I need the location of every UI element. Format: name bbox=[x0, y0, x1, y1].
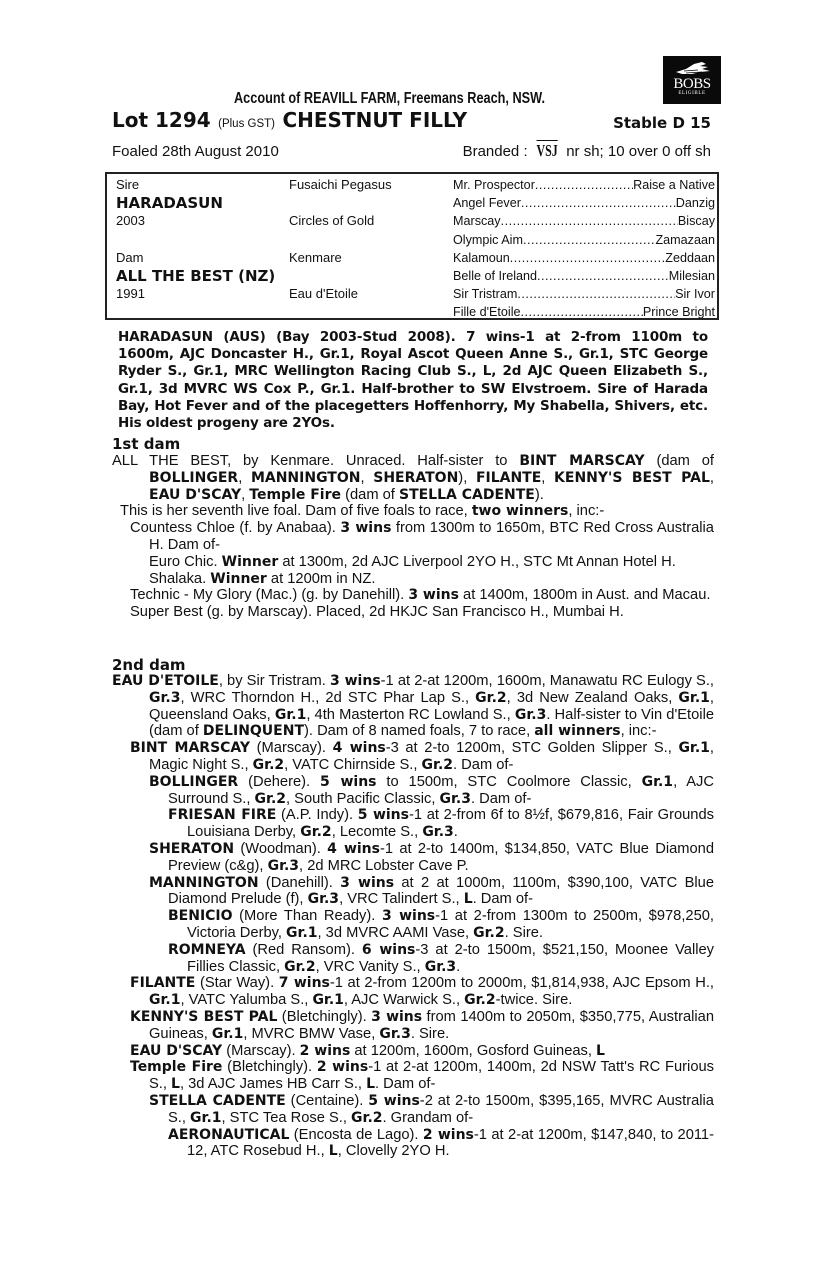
pedigree-cell bbox=[116, 303, 286, 321]
bold-text: 3 wins bbox=[329, 673, 381, 689]
entry-text: (Bletchingly). bbox=[277, 1008, 372, 1025]
pedigree-cell: Eau d'Etoile bbox=[289, 286, 358, 302]
bold-text: DELINQUENT bbox=[202, 723, 305, 740]
entry-text: . Half-sister to Vin d'Etoile (dam of bbox=[149, 706, 714, 740]
pedigree-entry bbox=[112, 975, 714, 1009]
entry-text: -2 at 2-to 1500m, $395,165, MVRC Australia S., bbox=[168, 1092, 714, 1126]
pedigree-entry bbox=[112, 1043, 714, 1060]
leader-dots bbox=[537, 267, 669, 285]
bold-text: BINT MARSCAY bbox=[519, 453, 645, 469]
pedigree-entry bbox=[112, 453, 714, 503]
bold-text: Gr.2 bbox=[254, 790, 287, 807]
bold-text: 5 wins bbox=[368, 1092, 420, 1109]
entry-text: (Danehill). bbox=[258, 874, 341, 891]
bold-text: Gr.3 bbox=[439, 790, 471, 807]
pedigree-sire-of-ancestor: Prince Bright bbox=[642, 305, 715, 320]
pedigree-table bbox=[105, 172, 719, 320]
entry-text: (Marscay). bbox=[222, 1042, 300, 1059]
entry-text: (A.P. Indy). bbox=[276, 807, 358, 824]
entry-text: (More Than Ready). bbox=[232, 908, 382, 925]
pedigree-entry bbox=[112, 1059, 714, 1093]
bold-text: Winner bbox=[221, 553, 279, 570]
entry-text: (Bletchingly). bbox=[222, 1059, 317, 1076]
entry-text: , by Sir Tristram. bbox=[218, 673, 330, 689]
pedigree-cell bbox=[289, 267, 449, 285]
pedigree-sire-of-ancestor: Zamazaan bbox=[655, 232, 715, 247]
entry-text: , VATC Chirnside S., bbox=[284, 756, 422, 773]
bold-text: BINT MARSCAY bbox=[130, 740, 251, 757]
stable-location: Stable D 15 bbox=[613, 114, 711, 132]
entry-text: , bbox=[541, 469, 555, 486]
brand-info bbox=[463, 141, 711, 161]
pedigree-cell: Kenmare bbox=[289, 249, 342, 265]
entry-text: , bbox=[241, 486, 250, 503]
bold-text: 4 wins bbox=[327, 840, 380, 857]
bold-text: Gr.2 bbox=[421, 756, 454, 773]
bold-text: Temple Fire bbox=[130, 1059, 223, 1076]
leader-dots bbox=[521, 303, 643, 321]
bold-text: FILANTE bbox=[475, 469, 542, 486]
entry-text: to 1500m, STC Coolmore Classic, bbox=[376, 773, 642, 790]
entry-text: , Lecomte S., bbox=[331, 824, 423, 841]
entry-text: Countess Chloe (f. by Anabaa). bbox=[130, 520, 341, 537]
branded-label: Branded : bbox=[462, 143, 528, 160]
bold-text: L bbox=[366, 1076, 375, 1093]
pedigree-line bbox=[453, 285, 715, 303]
pedigree-line bbox=[453, 231, 715, 249]
pedigree-ancestor: Marscay bbox=[453, 214, 501, 229]
pedigree-column-grandparents bbox=[289, 176, 449, 322]
entry-text: , AJC Warwick S., bbox=[343, 992, 465, 1009]
entry-text: , AJC Surround S., bbox=[168, 773, 714, 807]
pedigree-cell: Fusaichi Pegasus bbox=[289, 177, 392, 192]
bold-text: Gr.1 bbox=[286, 924, 318, 941]
pedigree-entry bbox=[112, 841, 714, 875]
entry-text: (Woodman). bbox=[234, 840, 328, 857]
bold-text: AERONAUTICAL bbox=[168, 1126, 290, 1143]
entry-text: -1 at 2-from 6f to 8½f, $679,816, Fair Grounds Louisiana Derby, bbox=[187, 807, 714, 841]
bold-text: SHERATON bbox=[149, 840, 235, 857]
entry-text: , bbox=[238, 469, 251, 486]
bold-text: Gr.1 bbox=[274, 706, 307, 723]
bold-text: 2 wins bbox=[299, 1042, 351, 1059]
entry-text: Euro Chic. bbox=[149, 553, 222, 570]
bold-text: ROMNEYA bbox=[168, 941, 246, 958]
entry-text: , Magic Night S., bbox=[149, 740, 714, 773]
bold-text: Gr.3 bbox=[267, 857, 300, 874]
bold-text: Gr.2 bbox=[300, 824, 332, 841]
entry-text: (Centaine). bbox=[285, 1092, 369, 1109]
bold-text: Gr.1 bbox=[678, 740, 710, 757]
first-dam-heading: 1st dam bbox=[112, 435, 181, 453]
entry-text: , STC Tea Rose S., bbox=[221, 1109, 352, 1126]
pedigree-entry bbox=[112, 942, 714, 976]
pedigree-entry bbox=[112, 1093, 714, 1127]
entry-text: , 4th Masterton RC Lowland S., bbox=[306, 706, 515, 723]
entry-text: (Dehere). bbox=[238, 773, 321, 790]
entry-text: , VRC Vanity S., bbox=[315, 958, 425, 975]
pedigree-cell: 1991 bbox=[116, 286, 145, 302]
bold-text: BOLLINGER bbox=[149, 469, 239, 486]
bold-text: 5 wins bbox=[320, 773, 377, 790]
entry-text: at 1200m in NZ. bbox=[266, 570, 376, 587]
entry-text: . bbox=[456, 958, 461, 975]
bold-text: 7 wins bbox=[278, 975, 330, 992]
bold-text: SHERATON bbox=[373, 469, 459, 486]
sire-summary: HARADASUN (AUS) (Bay 2003-Stud 2008). 7 wins-1 at 2-from 1100m to 1600m, AJC Doncaster H., Gr.1, Royal Ascot Queen Anne S., Gr.1, STC George Ryder S., Gr.1, MRC Wellington Racing Club S., L, 2d AJC Queen Elizabeth S., Gr.1, 3d MVRC WS Cox P., Gr.1. Half-brother to SW Elvstroem. Sire of Harada Bay, Hot Fever and of the placegetters Hoffenhorry, My Shabella, Shivers, etc. His oldest progeny are 2YOs. bbox=[118, 329, 708, 432]
entry-text: at 1300m, 2d AJC Liverpool 2YO H., STC Mt Annan Hotel H. bbox=[278, 553, 676, 570]
entry-text: (dam of bbox=[644, 453, 715, 469]
pedigree-cell: ALL THE BEST (NZ) bbox=[116, 266, 276, 285]
bold-text: 3 wins bbox=[371, 1008, 423, 1025]
pedigree-entry bbox=[112, 807, 714, 841]
pedigree-column-great-grandparents bbox=[453, 176, 715, 322]
leader-dots bbox=[510, 249, 666, 267]
bold-text: Gr.2 bbox=[475, 689, 507, 706]
entry-text: at 1400m, 1800m in Aust. and Macau. bbox=[458, 587, 711, 604]
bold-text: BOLLINGER bbox=[149, 773, 239, 790]
pedigree-ancestor: Kalamoun bbox=[453, 250, 510, 265]
entry-text: -1 at 2-from 1200m to 2000m, $1,814,938, AJC Epsom H., bbox=[329, 975, 715, 992]
bold-text: Temple Fire bbox=[249, 486, 342, 503]
pedigree-cell bbox=[289, 231, 449, 249]
entry-text: , VATC Yalumba S., bbox=[180, 992, 313, 1009]
entry-text: -3 at 2-to 1500m, $521,150, Moonee Valley Fillies Classic, bbox=[187, 941, 714, 975]
entry-text: ALL THE BEST, by Kenmare. Unraced. Half-sister to bbox=[112, 453, 520, 469]
bold-text: L bbox=[171, 1076, 180, 1093]
bold-text: L bbox=[463, 891, 473, 908]
entry-text: -3 at 2-to 1200m, STC Golden Slipper S., bbox=[385, 740, 679, 757]
entry-text: Super Best (g. by Marscay). Placed, 2d HKJC San Francisco H., Mumbai H. bbox=[130, 604, 624, 621]
pedigree-ancestor: Belle of Ireland bbox=[453, 268, 538, 283]
pedigree-entry bbox=[112, 554, 714, 571]
entry-text: , 3d MVRC AAMI Vase, bbox=[317, 924, 474, 941]
pedigree-entry bbox=[112, 1127, 714, 1161]
pedigree-cell: Sire bbox=[116, 177, 140, 192]
entry-text: . Dam of- bbox=[453, 756, 514, 773]
bold-text: Gr.1 bbox=[678, 689, 710, 706]
entry-text: , bbox=[360, 469, 374, 486]
bold-text: Gr.3 bbox=[149, 689, 181, 706]
leader-dots bbox=[501, 212, 678, 230]
bold-text: 2 wins bbox=[316, 1059, 369, 1076]
pedigree-entry bbox=[112, 908, 714, 942]
lot-number: Lot 1294 bbox=[112, 108, 211, 132]
bold-text: Gr.1 bbox=[190, 1109, 222, 1126]
entry-text: Shalaka. bbox=[149, 570, 211, 587]
pedigree-cell: Circles of Gold bbox=[289, 213, 375, 229]
pedigree-sire-of-ancestor: Sir Ivor bbox=[675, 287, 715, 302]
pedigree-line bbox=[453, 212, 715, 230]
pedigree-entry bbox=[112, 604, 714, 621]
bold-text: Gr.2 bbox=[351, 1109, 383, 1126]
bold-text: two winners bbox=[471, 503, 569, 520]
pedigree-ancestor: Mr. Prospector bbox=[453, 178, 535, 192]
leader-dots bbox=[517, 285, 675, 303]
entry-text: , Queensland Oaks, bbox=[149, 689, 714, 723]
pedigree-entry bbox=[112, 1009, 714, 1043]
bold-text: EAU D'SCAY bbox=[149, 486, 242, 503]
bold-text: Gr.3 bbox=[307, 891, 340, 908]
entry-text: , inc:- bbox=[620, 723, 657, 740]
bold-text: Gr.3 bbox=[514, 706, 547, 723]
entry-text: -1 at 2-to 1400m, $134,850, VATC Blue Diamond Preview (c&g), bbox=[168, 840, 714, 874]
brand-mark: $\overline{VSJ}$ bbox=[536, 141, 558, 160]
entry-text: . Dam of- bbox=[470, 790, 532, 807]
pedigree-line bbox=[453, 176, 715, 194]
bold-text: L bbox=[328, 1143, 338, 1160]
bold-text: Gr.2 bbox=[252, 756, 285, 773]
entry-text: , South Pacific Classic, bbox=[286, 790, 440, 807]
entry-text: -1 at 2-at 1200m, 1400m, 2d NSW Tatt's RC Furious S., bbox=[149, 1059, 715, 1093]
bold-text: KENNY'S BEST PAL bbox=[554, 469, 710, 486]
horse-description: CHESTNUT FILLY bbox=[282, 108, 468, 132]
entry-text: Technic - My Glory (Mac.) (g. by Danehill). bbox=[130, 587, 409, 604]
bold-text: Gr.3 bbox=[422, 824, 454, 841]
bold-text: STELLA CADENTE bbox=[149, 1092, 286, 1109]
entry-text: (Star Way). bbox=[195, 975, 279, 992]
plus-gst-note: (Plus GST) bbox=[218, 118, 275, 130]
first-dam-entries bbox=[112, 453, 714, 621]
entry-text: , 3d New Zealand Oaks, bbox=[506, 689, 679, 706]
pedigree-entry bbox=[112, 503, 714, 520]
entry-text: . Dam of- bbox=[375, 1076, 436, 1093]
entry-text: . Grandam of- bbox=[382, 1109, 474, 1126]
logo-subtitle: ELIGIBLE bbox=[678, 91, 706, 96]
entry-text: ), bbox=[458, 469, 476, 486]
pedigree-line bbox=[453, 249, 715, 267]
pedigree-sire-of-ancestor: Milesian bbox=[668, 268, 715, 283]
entry-text: . Sire. bbox=[410, 1025, 450, 1042]
bold-text: KENNY'S BEST PAL bbox=[130, 1008, 278, 1025]
pedigree-cell: HARADASUN bbox=[116, 194, 223, 213]
entry-text: from 1300m to 1650m, BTC Red Cross Australia H. Dam of- bbox=[149, 520, 714, 553]
pedigree-entry bbox=[112, 673, 714, 740]
bobs-eligible-logo bbox=[663, 56, 721, 104]
pedigree-entry bbox=[112, 571, 714, 588]
bold-text: 3 wins bbox=[340, 874, 395, 891]
pedigree-column-parents bbox=[116, 176, 286, 322]
bold-text: Gr.1 bbox=[641, 773, 674, 790]
bold-text: 4 wins bbox=[332, 740, 386, 757]
pedigree-ancestor: Fille d'Etoile bbox=[453, 305, 521, 320]
pedigree-entry bbox=[112, 875, 714, 909]
entry-text: This is her seventh live foal. Dam of five foals to race, bbox=[120, 503, 472, 520]
bold-text: 3 wins bbox=[381, 908, 436, 925]
entry-text: ). bbox=[534, 486, 544, 503]
pedigree-cell bbox=[289, 194, 449, 212]
entry-text: , WRC Thorndon H., 2d STC Phar Lap S., bbox=[180, 689, 476, 706]
pedigree-cell bbox=[116, 231, 286, 249]
leader-dots bbox=[521, 194, 676, 212]
entry-text: (Encosta de Lago). bbox=[289, 1126, 423, 1143]
entry-text: ). Dam of 8 named foals, 7 to race, bbox=[304, 723, 535, 740]
bold-text: EAU D'SCAY bbox=[130, 1042, 223, 1059]
entry-text: , VRC Talindert S., bbox=[339, 891, 464, 908]
pedigree-cell: 2003 bbox=[116, 213, 145, 229]
pedigree-ancestor: Olympic Aim bbox=[453, 232, 523, 247]
second-dam-entries bbox=[112, 673, 714, 1160]
pedigree-line bbox=[453, 303, 715, 321]
pedigree-ancestor: Angel Fever bbox=[453, 196, 521, 211]
lot-title bbox=[112, 108, 467, 132]
bold-text: Gr.2 bbox=[284, 958, 316, 975]
pedigree-sire-of-ancestor: Raise a Native bbox=[633, 178, 715, 192]
entry-text: . Dam of- bbox=[472, 891, 534, 908]
pedigree-cell bbox=[289, 303, 449, 321]
entry-text: , 2d MRC Lobster Cave P. bbox=[299, 857, 469, 874]
bold-text: 3 wins bbox=[408, 587, 459, 604]
pedigree-sire-of-ancestor: Biscay bbox=[677, 214, 715, 229]
pedigree-line bbox=[453, 267, 715, 285]
entry-text: . bbox=[453, 824, 458, 841]
pedigree-entry bbox=[112, 587, 714, 604]
pedigree-line bbox=[453, 194, 715, 212]
pedigree-cell: Dam bbox=[116, 249, 144, 265]
bold-text: 6 wins bbox=[361, 941, 416, 958]
bold-text: Gr.3 bbox=[379, 1025, 411, 1042]
leader-dots bbox=[523, 231, 656, 249]
pedigree-entry bbox=[112, 774, 714, 808]
bold-text: L bbox=[596, 1042, 605, 1059]
bold-text: STELLA CADENTE bbox=[398, 486, 535, 503]
branded-detail: nr sh; 10 over 0 off sh bbox=[566, 143, 711, 160]
pedigree-sire-of-ancestor: Zeddaan bbox=[665, 250, 715, 265]
bold-text: Gr.3 bbox=[424, 958, 457, 975]
entry-text: -twice. Sire. bbox=[495, 992, 573, 1009]
entry-text: (Red Ransom). bbox=[245, 941, 362, 958]
bold-text: 5 wins bbox=[357, 807, 409, 824]
bold-text: Gr.2 bbox=[464, 992, 496, 1009]
entry-text: -1 at 2-at 1200m, $147,840, to 2011-12, ATC Rosebud H., bbox=[187, 1126, 714, 1160]
bold-text: BENICIO bbox=[168, 908, 233, 925]
pedigree-sire-of-ancestor: Danzig bbox=[675, 196, 715, 211]
bold-text: MANNINGTON bbox=[149, 874, 259, 891]
logo-title: BOBS bbox=[673, 76, 711, 92]
pedigree-entry bbox=[112, 740, 714, 774]
entry-text: from 1400m to 2050m, $350,775, Australian Guineas, bbox=[149, 1008, 715, 1042]
bold-text: MANNINGTON bbox=[250, 469, 361, 486]
bold-text: Gr.1 bbox=[149, 992, 181, 1009]
entry-text: (dam of bbox=[341, 486, 399, 503]
entry-text: , 3d AJC James HB Carr S., bbox=[179, 1076, 367, 1093]
bold-text: 2 wins bbox=[422, 1126, 474, 1143]
entry-text: , MVRC BMW Vase, bbox=[243, 1025, 380, 1042]
bold-text: FILANTE bbox=[130, 975, 196, 992]
entry-text: , Clovelly 2YO H. bbox=[337, 1143, 450, 1160]
entry-text: , bbox=[709, 469, 714, 486]
bold-text: Gr.1 bbox=[211, 1025, 244, 1042]
entry-text: -1 at 2-from 1300m to 2500m, $978,250, Victoria Derby, bbox=[187, 908, 714, 941]
vendor-account: Account of REAVILL FARM, Freemans Reach, NSW. bbox=[234, 90, 545, 107]
entry-text: . Sire. bbox=[504, 924, 543, 941]
bold-text: FRIESAN FIRE bbox=[168, 807, 277, 824]
entry-text: , inc:- bbox=[568, 503, 605, 520]
bold-text: Winner bbox=[210, 570, 267, 587]
second-dam-heading: 2nd dam bbox=[112, 656, 186, 674]
foaled-date: Foaled 28th August 2010 bbox=[112, 143, 279, 160]
pedigree-ancestor: Sir Tristram bbox=[453, 287, 518, 302]
bold-text: Gr.2 bbox=[473, 924, 505, 941]
entry-text: at 1200m, 1600m, Gosford Guineas, bbox=[350, 1042, 597, 1059]
leader-dots bbox=[535, 176, 633, 194]
bold-text: 3 wins bbox=[340, 520, 392, 537]
entry-text: at 2 at 1000m, 1100m, $390,100, VATC Blue Diamond Prelude (f), bbox=[168, 874, 714, 908]
entry-text: (Marscay). bbox=[250, 740, 333, 757]
bold-text: EAU D'ETOILE bbox=[112, 673, 219, 689]
entry-text: -1 at 2-at 1200m, 1600m, Manawatu RC Eulogy S., bbox=[380, 673, 714, 689]
bold-text: Gr.1 bbox=[312, 992, 344, 1009]
pedigree-entry bbox=[112, 520, 714, 554]
bold-text: all winners bbox=[534, 723, 621, 740]
